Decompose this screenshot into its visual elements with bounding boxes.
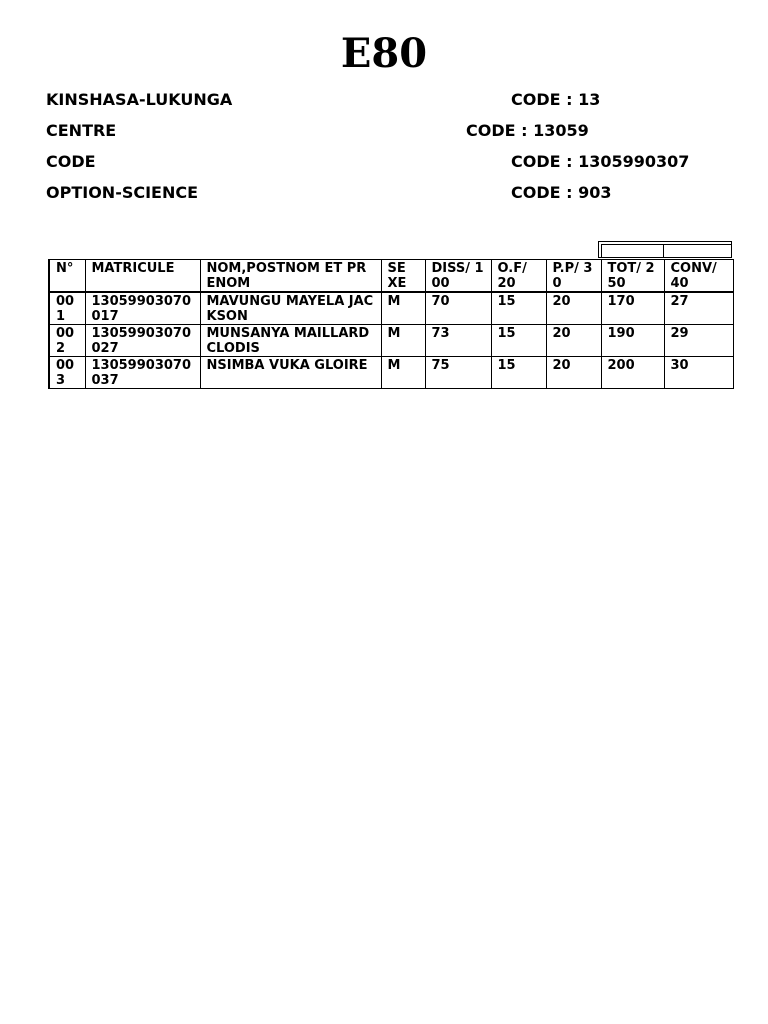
- cell-matricule: 13059903070027: [85, 325, 200, 357]
- cell-matricule: 13059903070037: [85, 357, 200, 389]
- cell-matricule: 13059903070017: [85, 292, 200, 325]
- header-total: TOT/ 250: [601, 260, 664, 293]
- header-conv: CONV/ 40: [664, 260, 733, 293]
- centre-code: CODE : 13059: [466, 121, 589, 140]
- cell-sex: M: [381, 357, 425, 389]
- cell-name: NSIMBA VUKA GLOIRE: [200, 357, 381, 389]
- cell-conv: 30: [664, 357, 733, 389]
- cell-pp: 20: [546, 357, 601, 389]
- cell-sex: M: [381, 325, 425, 357]
- cell-pp: 20: [546, 292, 601, 325]
- document-title: E80: [340, 30, 428, 77]
- cell-total: 170: [601, 292, 664, 325]
- cell-total: 190: [601, 325, 664, 357]
- centre-label: CENTRE: [46, 121, 117, 140]
- header-sex: SE XE: [381, 260, 425, 293]
- option-code: CODE : 903: [511, 183, 612, 202]
- cell-of: 15: [491, 292, 546, 325]
- table-row: [49, 325, 733, 357]
- table-row: [49, 357, 733, 389]
- school-code-label: CODE: [46, 152, 96, 171]
- header-of: O.F/ 20: [491, 260, 546, 293]
- cell-diss: 75: [425, 357, 491, 389]
- province-code: CODE : 13: [511, 90, 601, 109]
- cell-pp: 20: [546, 325, 601, 357]
- cell-name: MUNSANYA MAILLARD CLODIS: [200, 325, 381, 357]
- cell-conv: 29: [664, 325, 733, 357]
- cell-sex: M: [381, 292, 425, 325]
- header-diss: DISS/ 100: [425, 260, 491, 293]
- table-header-row: [49, 260, 733, 293]
- province-label: KINSHASA-LUKUNGA: [46, 90, 233, 109]
- cell-number: 001: [49, 292, 85, 325]
- header-pp: P.P/ 30: [546, 260, 601, 293]
- cell-number: 002: [49, 325, 85, 357]
- header-name: NOM,POSTNOM ET PRENOM: [200, 260, 381, 293]
- table-row: [49, 292, 733, 325]
- cell-total: 200: [601, 357, 664, 389]
- header-number: N°: [49, 260, 85, 293]
- cell-diss: 73: [425, 325, 491, 357]
- header-matricule: MATRICULE: [85, 260, 200, 293]
- cell-of: 15: [491, 325, 546, 357]
- cell-number: 003: [49, 357, 85, 389]
- option-label: OPTION-SCIENCE: [46, 183, 199, 202]
- cell-of: 15: [491, 357, 546, 389]
- school-code: CODE : 1305990307: [511, 152, 690, 171]
- empty-header-box: [598, 241, 732, 258]
- cell-name: MAVUNGU MAYELA JACKSON: [200, 292, 381, 325]
- grades-table: [48, 259, 734, 389]
- cell-diss: 70: [425, 292, 491, 325]
- cell-conv: 27: [664, 292, 733, 325]
